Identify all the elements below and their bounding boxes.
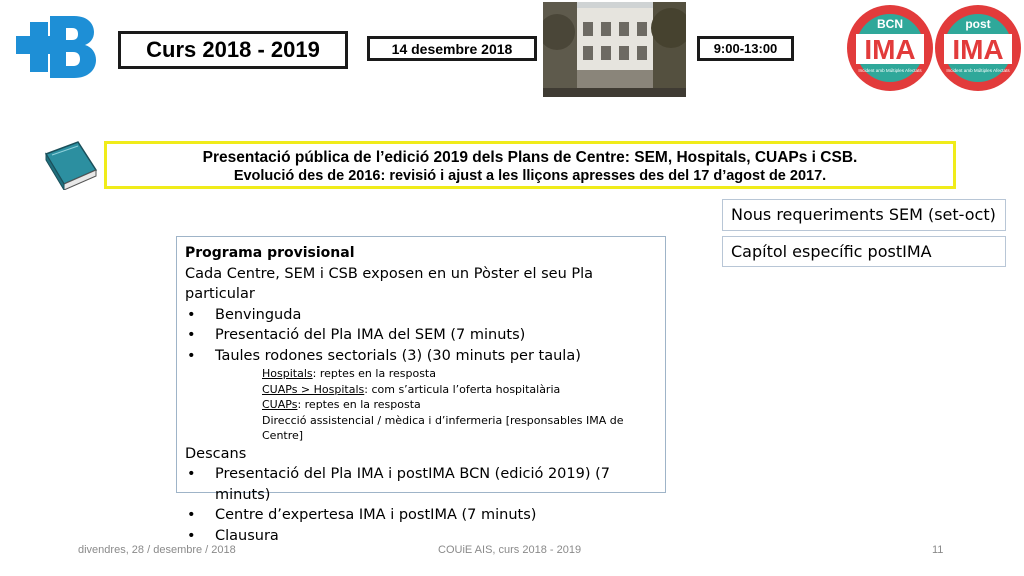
sub-item: CUAPs: reptes en la resposta xyxy=(262,398,421,411)
bullet-marker: • xyxy=(187,507,196,523)
badge-bcn-main: IMA xyxy=(864,34,916,65)
building-photo xyxy=(543,2,686,97)
program-intro: Cada Centre, SEM i CSB exposen en un Pòster el seu Pla particular xyxy=(185,265,594,302)
break-label: Descans xyxy=(185,445,247,462)
page-number: 11 xyxy=(932,544,944,556)
sub-item: Direcció assistencial / mèdica i d’infermeria [responsables IMA de Centre] xyxy=(262,413,624,442)
bullet-marker: • xyxy=(187,466,196,482)
list-item: • Clausura xyxy=(185,526,657,547)
note-postima-chapter: Capítol específic postIMA xyxy=(722,236,1006,267)
note-sem-requirements: Nous requeriments SEM (set-oct) xyxy=(722,199,1006,231)
postima-badge xyxy=(934,4,1022,92)
list-item: • Centre d’expertesa IMA i postIMA (7 minuts) xyxy=(185,505,657,526)
bullet-marker: • xyxy=(187,347,196,364)
title-line-1: Presentació pública de l’edició 2019 dels Plans de Centre: SEM, Hospitals, CUAPs i CSB. xyxy=(202,149,858,166)
course-label: Curs 2018 - 2019 xyxy=(118,31,348,69)
bcn-ima-badge xyxy=(846,4,934,92)
sub-item-link[interactable]: CUAPs > Hospitals xyxy=(262,382,365,396)
brand-logo xyxy=(16,14,98,80)
footer-course: COUiE AIS, curs 2018 - 2019 xyxy=(438,544,582,556)
list-item: • Benvinguda xyxy=(185,305,657,326)
badge-post-sub: Incident amb Múltiples Afectats xyxy=(946,68,1010,73)
badge-bcn-top: BCN xyxy=(877,17,903,31)
badge-post-main: IMA xyxy=(952,34,1004,65)
footer-date: divendres, 28 / desembre / 2018 xyxy=(78,544,236,556)
sub-item: CUAPs > Hospitals: com s’articula l’oferta hospitalària xyxy=(262,382,561,396)
bullet-marker: • xyxy=(187,306,196,323)
list-item: • Presentació del Pla IMA i postIMA BCN (edició 2019) (7 minuts) xyxy=(185,464,657,505)
title-line-2: Evolució des de 2016: revisió i ajust a les lliçons apresses des del 17 d’agost de 2017. xyxy=(233,168,827,184)
badge-bcn-sub: Incident amb Múltiples Afectats xyxy=(858,68,922,73)
bullet-marker: • xyxy=(187,327,196,343)
time-label: 9:00-13:00 xyxy=(697,36,794,61)
date-label: 14 desembre 2018 xyxy=(367,36,537,61)
sub-item-link[interactable]: CUAPs xyxy=(262,398,298,411)
list-item: • Presentació del Pla IMA del SEM (7 minuts) xyxy=(185,325,657,346)
book-icon xyxy=(40,140,100,190)
badge-post-top: post xyxy=(965,17,991,31)
sub-item: Hospitals: reptes en la resposta xyxy=(262,367,436,380)
program-heading: Programa provisional xyxy=(185,245,355,261)
program-box xyxy=(176,236,666,544)
sub-item-link[interactable]: Hospitals xyxy=(262,367,313,380)
title-banner xyxy=(104,141,956,189)
bullet-marker: • xyxy=(187,527,196,544)
list-item: • Taules rodones sectorials (3) (30 minuts per taula) xyxy=(185,346,657,367)
